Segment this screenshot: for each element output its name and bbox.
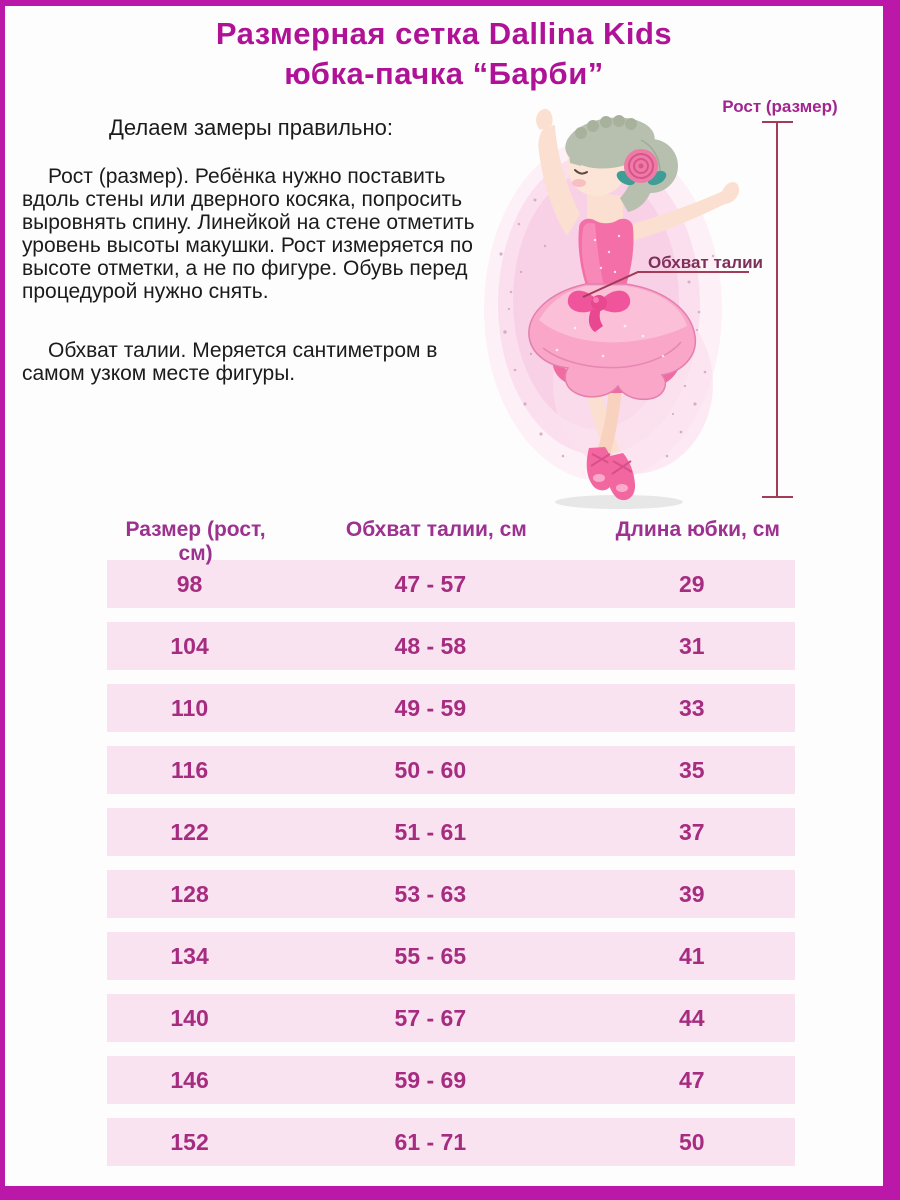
page-title (5, 14, 883, 94)
table-row (107, 622, 795, 670)
cell-skirt-length: 39 (678, 880, 705, 907)
waist-instruction-paragraph: Обхват талии. Меряется сантиметром в самом узком месте фигуры. (22, 339, 438, 385)
cell-size: 116 (171, 756, 209, 783)
cell-skirt-length: 31 (678, 632, 705, 659)
column-header-waist: Обхват талии, см (345, 518, 527, 541)
table-row (107, 1118, 795, 1166)
table-row (107, 932, 795, 980)
ballerina-illustration (483, 104, 805, 526)
cell-waist: 61 - 71 (394, 1128, 467, 1155)
table-row (107, 684, 795, 732)
table-row (107, 808, 795, 856)
measuring-instructions (22, 116, 480, 385)
height-instruction-paragraph: Рост (размер). Ребёнка нужно поставить вдоль стены или дверного косяка, попросить выровнять спину. Линейкой на стене отметить уровень высоты макушки. Рост измеряется по высоте отметки, а не по фигуре. Обувь перед процедурой нужно снять. (22, 165, 475, 303)
size-table (5, 518, 883, 1180)
cell-skirt-length: 33 (678, 694, 705, 721)
cell-size: 134 (170, 942, 209, 969)
column-header-skirt-length: Длина юбки, см (615, 518, 780, 541)
cell-waist: 50 - 60 (394, 756, 467, 783)
cell-size: 104 (170, 632, 209, 659)
cell-waist: 55 - 65 (394, 942, 467, 969)
cell-size: 146 (170, 1066, 209, 1093)
cell-skirt-length: 44 (678, 1004, 705, 1031)
cell-skirt-length: 47 (678, 1066, 705, 1093)
cell-skirt-length: 29 (678, 570, 705, 597)
cell-waist: 59 - 69 (394, 1066, 467, 1093)
cell-waist: 48 - 58 (394, 632, 467, 659)
waist-measure-label: Обхват талии (648, 253, 763, 272)
bodice (578, 219, 633, 288)
table-row (107, 994, 795, 1042)
cell-size: 122 (170, 818, 209, 845)
height-measure-label: Рост (размер) (722, 97, 838, 116)
cell-skirt-length: 50 (678, 1128, 705, 1155)
cell-size: 152 (170, 1128, 209, 1155)
cell-size: 110 (171, 694, 209, 721)
cell-skirt-length: 35 (678, 756, 705, 783)
instructions-heading: Делаем замеры правильно: (109, 115, 393, 140)
cell-waist: 53 - 63 (394, 880, 467, 907)
cell-waist: 47 - 57 (394, 570, 467, 597)
cell-waist: 57 - 67 (394, 1004, 467, 1031)
cell-waist: 51 - 61 (394, 818, 467, 845)
table-row (107, 560, 795, 608)
title-line-2: юбка-пачка “Барби” (284, 56, 604, 91)
cell-skirt-length: 41 (678, 942, 705, 969)
table-row (107, 746, 795, 794)
cell-waist: 49 - 59 (394, 694, 467, 721)
table-row (107, 870, 795, 918)
table-row (107, 1056, 795, 1104)
title-line-1: Размерная сетка Dallina Kids (215, 16, 673, 51)
cell-skirt-length: 37 (678, 818, 705, 845)
cell-size: 140 (170, 1004, 209, 1031)
cell-size: 128 (170, 880, 209, 907)
cell-size: 98 (176, 570, 203, 597)
table-header-row (113, 518, 801, 565)
column-header-size: Размер (рост, см) (125, 518, 266, 565)
